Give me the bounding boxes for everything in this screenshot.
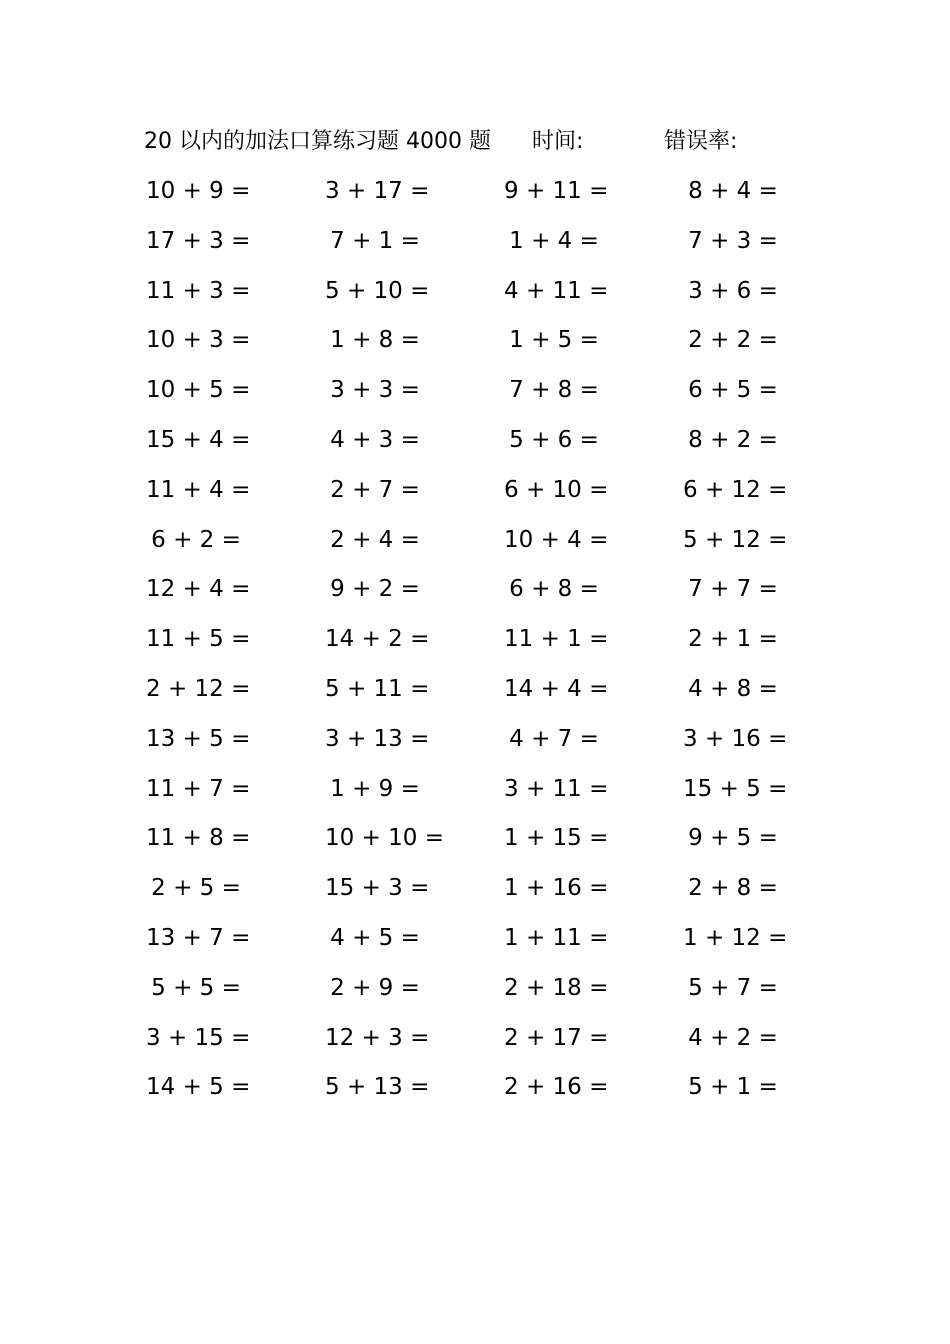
math-problem: 6 + 12 = bbox=[683, 476, 788, 503]
math-problem: 12 + 4 = bbox=[146, 576, 251, 603]
math-problem: 4 + 7 = bbox=[509, 725, 599, 752]
math-problem: 9 + 11 = bbox=[504, 178, 609, 204]
math-problem: 6 + 8 = bbox=[509, 576, 599, 603]
error-rate-label: 错误率: bbox=[664, 129, 738, 154]
problem-row bbox=[0, 1064, 950, 1114]
math-problem: 1 + 9 = bbox=[330, 775, 420, 802]
math-problem: 2 + 1 = bbox=[688, 626, 778, 653]
math-problem: 13 + 7 = bbox=[146, 924, 251, 951]
problem-row bbox=[0, 367, 950, 417]
math-problem: 3 + 3 = bbox=[330, 377, 420, 404]
math-problem: 1 + 5 = bbox=[509, 327, 599, 354]
problem-row bbox=[0, 716, 950, 766]
math-problem: 4 + 11 = bbox=[504, 277, 609, 304]
math-problem: 1 + 12 = bbox=[683, 924, 788, 951]
math-problem: 6 + 5 = bbox=[688, 377, 778, 404]
math-problem: 2 + 9 = bbox=[330, 974, 420, 1001]
problem-row bbox=[0, 417, 950, 467]
math-problem: 11 + 4 = bbox=[146, 476, 251, 503]
math-problem: 14 + 4 = bbox=[504, 675, 609, 702]
math-problem: 5 + 13 = bbox=[325, 1074, 430, 1101]
math-problem: 11 + 7 = bbox=[146, 775, 251, 802]
time-label: 时间: bbox=[532, 129, 584, 154]
math-problem: 8 + 2 = bbox=[688, 426, 778, 453]
math-problem: 4 + 8 = bbox=[688, 675, 778, 702]
math-problem: 2 + 17 = bbox=[504, 1024, 609, 1051]
math-problem: 5 + 6 = bbox=[509, 426, 599, 453]
math-problem: 14 + 2 = bbox=[325, 626, 430, 653]
math-problem: 14 + 5 = bbox=[146, 1074, 251, 1101]
math-problem: 3 + 13 = bbox=[325, 725, 430, 752]
worksheet-header bbox=[0, 124, 950, 160]
problem-row bbox=[0, 566, 950, 616]
math-problem: 10 + 10 = bbox=[325, 825, 445, 852]
math-problem: 2 + 5 = bbox=[151, 875, 241, 902]
math-problem: 10 + 5 = bbox=[146, 377, 251, 404]
math-problem: 1 + 15 = bbox=[504, 825, 609, 852]
problem-row bbox=[0, 268, 950, 318]
math-problem: 5 + 5 = bbox=[151, 974, 241, 1001]
problem-row bbox=[0, 815, 950, 865]
math-problem: 5 + 12 = bbox=[683, 526, 788, 553]
problem-row bbox=[0, 1015, 950, 1065]
math-problem: 2 + 4 = bbox=[330, 526, 420, 553]
problem-row bbox=[0, 517, 950, 567]
math-problem: 5 + 7 = bbox=[688, 974, 778, 1001]
math-problem: 2 + 2 = bbox=[688, 327, 778, 354]
problem-row bbox=[0, 218, 950, 268]
math-problem: 7 + 8 = bbox=[509, 377, 599, 404]
math-problem: 7 + 3 = bbox=[688, 227, 778, 254]
problem-row bbox=[0, 467, 950, 517]
problem-row bbox=[0, 168, 950, 218]
math-problem: 3 + 16 = bbox=[683, 725, 788, 752]
math-problem: 11 + 5 = bbox=[146, 626, 251, 653]
math-problem: 3 + 17 = bbox=[325, 178, 430, 204]
math-problem: 1 + 8 = bbox=[330, 327, 420, 354]
math-problem: 10 + 4 = bbox=[504, 526, 609, 553]
math-problem: 15 + 5 = bbox=[683, 775, 788, 802]
math-problem: 11 + 8 = bbox=[146, 825, 251, 852]
math-problem: 8 + 4 = bbox=[688, 178, 778, 204]
math-problem: 12 + 3 = bbox=[325, 1024, 430, 1051]
math-problem: 5 + 11 = bbox=[325, 675, 430, 702]
problem-row bbox=[0, 666, 950, 716]
math-problem: 2 + 8 = bbox=[688, 875, 778, 902]
math-problem: 10 + 9 = bbox=[146, 178, 251, 204]
math-problem: 6 + 10 = bbox=[504, 476, 609, 503]
math-problem: 1 + 11 = bbox=[504, 924, 609, 951]
math-problem: 7 + 1 = bbox=[330, 227, 420, 254]
problem-row bbox=[0, 317, 950, 367]
math-problem: 9 + 5 = bbox=[688, 825, 778, 852]
math-problem: 7 + 7 = bbox=[688, 576, 778, 603]
math-problem: 3 + 6 = bbox=[688, 277, 778, 304]
worksheet-title: 20 以内的加法口算练习题 4000 题 bbox=[144, 129, 491, 154]
math-problem: 1 + 16 = bbox=[504, 875, 609, 902]
math-problem: 10 + 3 = bbox=[146, 327, 251, 354]
math-problem: 11 + 1 = bbox=[504, 626, 609, 653]
math-problem: 4 + 3 = bbox=[330, 426, 420, 453]
math-problem: 4 + 2 = bbox=[688, 1024, 778, 1051]
problem-row bbox=[0, 865, 950, 915]
math-problem: 15 + 3 = bbox=[325, 875, 430, 902]
math-problem: 5 + 1 = bbox=[688, 1074, 778, 1101]
problem-grid bbox=[0, 168, 950, 1114]
math-problem: 2 + 12 = bbox=[146, 675, 251, 702]
math-problem: 3 + 11 = bbox=[504, 775, 609, 802]
math-problem: 11 + 3 = bbox=[146, 277, 251, 304]
problem-row bbox=[0, 616, 950, 666]
math-problem: 1 + 4 = bbox=[509, 227, 599, 254]
math-problem: 15 + 4 = bbox=[146, 426, 251, 453]
math-problem: 2 + 18 = bbox=[504, 974, 609, 1001]
math-problem: 4 + 5 = bbox=[330, 924, 420, 951]
math-problem: 17 + 3 = bbox=[146, 227, 251, 254]
problem-row bbox=[0, 965, 950, 1015]
math-problem: 9 + 2 = bbox=[330, 576, 420, 603]
math-problem: 2 + 16 = bbox=[504, 1074, 609, 1101]
math-problem: 3 + 15 = bbox=[146, 1024, 251, 1051]
problem-row bbox=[0, 766, 950, 816]
math-problem: 2 + 7 = bbox=[330, 476, 420, 503]
math-problem: 6 + 2 = bbox=[151, 526, 241, 553]
math-problem: 5 + 10 = bbox=[325, 277, 430, 304]
math-problem: 13 + 5 = bbox=[146, 725, 251, 752]
problem-row bbox=[0, 915, 950, 965]
